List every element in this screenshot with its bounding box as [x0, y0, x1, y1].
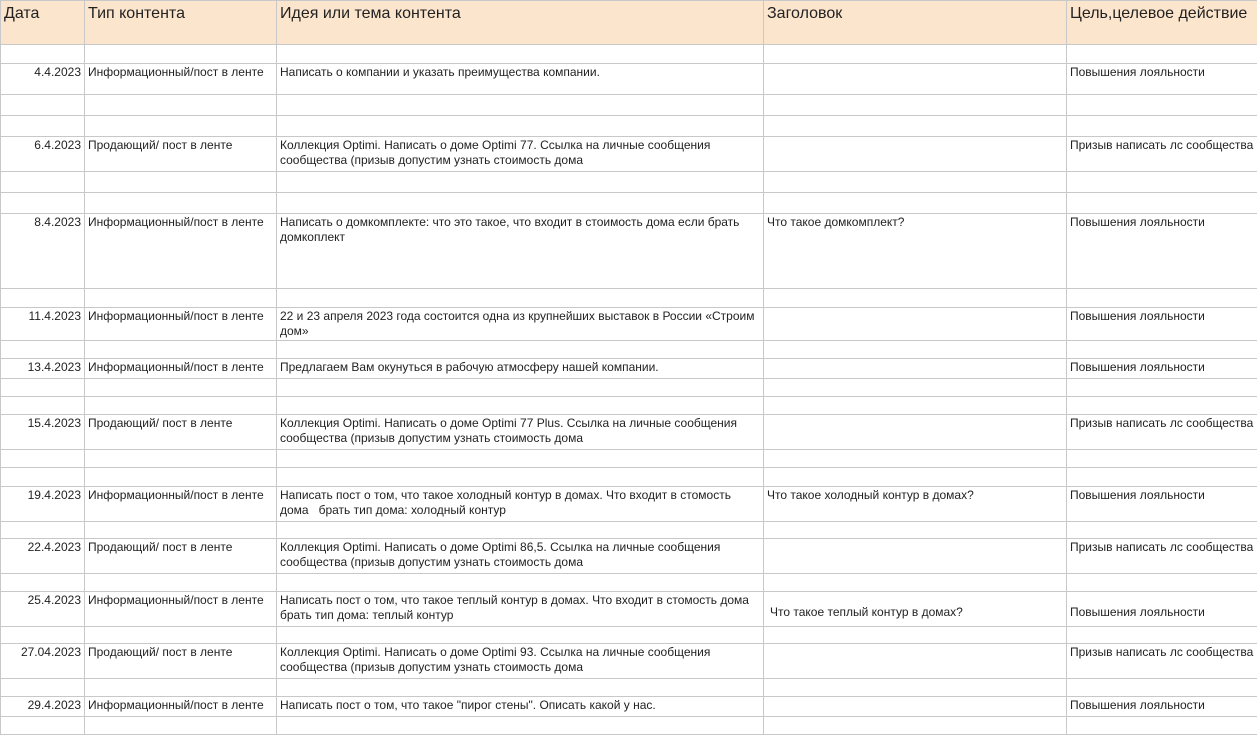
cell[interactable]: [85, 468, 277, 487]
idea-line: сообщества (призыв допустим узнать стоимость дома: [280, 153, 584, 167]
cell[interactable]: [277, 45, 764, 64]
cell[interactable]: [85, 450, 277, 468]
idea-cell[interactable]: [277, 64, 764, 95]
cell[interactable]: [85, 379, 277, 397]
empty-row: [1, 679, 1257, 697]
idea-line: сообщества (призыв допустим узнать стоимость дома: [280, 660, 584, 674]
goal-cell[interactable]: Призыв написать лс сообщества: [1067, 644, 1257, 679]
header-type[interactable]: Тип контента: [85, 1, 277, 45]
cell[interactable]: [1067, 289, 1257, 308]
idea-cell[interactable]: [277, 308, 764, 341]
cell[interactable]: [764, 679, 1067, 697]
cell[interactable]: [1, 341, 85, 359]
type-cell[interactable]: Информационный/пост в ленте: [85, 308, 277, 341]
cell[interactable]: [764, 717, 1067, 735]
idea-cell[interactable]: [277, 592, 764, 627]
idea-cell[interactable]: [277, 697, 764, 717]
idea-line: брать тип дома: теплый контур: [280, 608, 454, 622]
title-cell[interactable]: [764, 644, 1067, 679]
idea-cell[interactable]: [277, 214, 764, 289]
cell[interactable]: [1067, 193, 1257, 214]
table-row: [1, 64, 1257, 95]
header-idea[interactable]: Идея или тема контента: [277, 1, 764, 45]
table-row: [1, 644, 1257, 679]
cell[interactable]: [1067, 717, 1257, 735]
header-row: [1, 1, 1257, 45]
title-cell[interactable]: [764, 137, 1067, 172]
cell[interactable]: [277, 379, 764, 397]
cell[interactable]: [85, 679, 277, 697]
date-cell[interactable]: 29.4.2023: [1, 697, 85, 717]
cell[interactable]: [1, 289, 85, 308]
idea-line: Написать о домкомплекте: что это такое, что входит в стоимость дома если брать: [280, 215, 740, 229]
cell[interactable]: [277, 341, 764, 359]
cell[interactable]: [85, 95, 277, 116]
table-row: [1, 487, 1257, 522]
title-cell[interactable]: [764, 308, 1067, 341]
idea-line: Написать пост о том, что такое теплый контур в домах. Что входит в стомость дома: [280, 593, 749, 607]
cell[interactable]: [1, 627, 85, 644]
idea-line: Написать пост о том, что такое "пирог стены". Описать какой у нас.: [280, 698, 656, 712]
type-cell[interactable]: Продающий/ пост в ленте: [85, 415, 277, 450]
type-cell[interactable]: Продающий/ пост в ленте: [85, 137, 277, 172]
idea-line: Коллекция Optimi. Написать о доме Optimi 77. Ссылка на личные сообщения: [280, 138, 711, 152]
table-row: [1, 308, 1257, 341]
goal-cell[interactable]: Повышения лояльности: [1067, 64, 1257, 95]
cell[interactable]: [1067, 95, 1257, 116]
empty-row: [1, 468, 1257, 487]
cell[interactable]: [85, 627, 277, 644]
date-cell[interactable]: 4.4.2023: [1, 64, 85, 95]
cell[interactable]: [85, 574, 277, 592]
date-cell[interactable]: 22.4.2023: [1, 539, 85, 574]
title-cell[interactable]: [764, 697, 1067, 717]
table-row: [1, 539, 1257, 574]
cell[interactable]: [764, 379, 1067, 397]
cell[interactable]: [764, 522, 1067, 539]
cell[interactable]: [85, 522, 277, 539]
empty-row: [1, 450, 1257, 468]
cell[interactable]: [1067, 468, 1257, 487]
empty-row: [1, 397, 1257, 415]
table-row: [1, 415, 1257, 450]
idea-cell[interactable]: [277, 644, 764, 679]
table-row: [1, 137, 1257, 172]
cell[interactable]: [85, 717, 277, 735]
cell[interactable]: [764, 397, 1067, 415]
cell[interactable]: [85, 116, 277, 137]
cell[interactable]: [277, 193, 764, 214]
type-cell[interactable]: Информационный/пост в ленте: [85, 487, 277, 522]
idea-line: Коллекция Optimi. Написать о доме Optimi 86,5. Ссылка на личные сообщения: [280, 540, 721, 554]
cell[interactable]: [764, 450, 1067, 468]
type-cell[interactable]: Продающий/ пост в ленте: [85, 644, 277, 679]
type-cell[interactable]: Информационный/пост в ленте: [85, 359, 277, 379]
title-text: Что такое теплый контур в домах?: [770, 605, 963, 619]
cell[interactable]: [277, 450, 764, 468]
idea-line: домкоплект: [280, 230, 346, 244]
cell[interactable]: [1067, 172, 1257, 193]
date-cell[interactable]: 8.4.2023: [1, 214, 85, 289]
cell[interactable]: [85, 397, 277, 415]
date-cell[interactable]: 13.4.2023: [1, 359, 85, 379]
empty-row: [1, 522, 1257, 539]
idea-line: дома брать тип дома: холодный контур: [280, 503, 506, 517]
type-cell[interactable]: Продающий/ пост в ленте: [85, 539, 277, 574]
idea-line: Коллекция Optimi. Написать о доме Optimi 93. Ссылка на личные сообщения: [280, 645, 711, 659]
cell[interactable]: [277, 172, 764, 193]
header-title[interactable]: Заголовок: [764, 1, 1067, 45]
cell[interactable]: [1, 468, 85, 487]
cell[interactable]: [764, 627, 1067, 644]
cell[interactable]: [764, 172, 1067, 193]
goal-cell[interactable]: Повышения лояльности: [1067, 487, 1257, 522]
table-row: [1, 359, 1257, 379]
cell[interactable]: [1067, 45, 1257, 64]
cell[interactable]: [1, 95, 85, 116]
cell[interactable]: [1, 379, 85, 397]
cell[interactable]: [1, 397, 85, 415]
title-cell[interactable]: Что такое холодный контур в домах?: [764, 487, 1067, 522]
cell[interactable]: [764, 574, 1067, 592]
cell[interactable]: [85, 172, 277, 193]
cell[interactable]: [85, 341, 277, 359]
date-cell[interactable]: 19.4.2023: [1, 487, 85, 522]
date-cell[interactable]: 11.4.2023: [1, 308, 85, 341]
empty-row: [1, 95, 1257, 116]
idea-line: Коллекция Optimi. Написать о доме Optimi 77 Plus. Ссылка на личные сообщения: [280, 416, 738, 430]
date-cell[interactable]: 25.4.2023: [1, 592, 85, 627]
type-cell[interactable]: Информационный/пост в ленте: [85, 214, 277, 289]
idea-cell[interactable]: [277, 137, 764, 172]
cell[interactable]: [764, 95, 1067, 116]
goal-cell[interactable]: Повышения лояльности: [1067, 308, 1257, 341]
date-cell[interactable]: 15.4.2023: [1, 415, 85, 450]
cell[interactable]: [277, 627, 764, 644]
goal-cell[interactable]: Призыв написать лс сообщества: [1067, 415, 1257, 450]
idea-line: 22 и 23 апреля 2023 года состоится одна из крупнейших выставок в России «Строим: [280, 309, 755, 323]
empty-row: [1, 379, 1257, 397]
title-cell[interactable]: [764, 539, 1067, 574]
goal-cell[interactable]: Повышения лояльности: [1067, 359, 1257, 379]
idea-cell[interactable]: [277, 487, 764, 522]
cell[interactable]: [1, 717, 85, 735]
cell[interactable]: [764, 341, 1067, 359]
goal-cell[interactable]: Повышения лояльности: [1067, 214, 1257, 289]
idea-line: Предлагаем Вам окунуться в рабочую атмосферу нашей компании.: [280, 360, 659, 374]
type-cell[interactable]: Информационный/пост в ленте: [85, 592, 277, 627]
date-cell[interactable]: 6.4.2023: [1, 137, 85, 172]
cell[interactable]: [1, 450, 85, 468]
goal-cell[interactable]: Повышения лояльности: [1067, 697, 1257, 717]
goal-cell[interactable]: Повышения лояльности: [1067, 592, 1257, 627]
table-row: [1, 592, 1257, 627]
empty-row: [1, 172, 1257, 193]
idea-line: сообщества (призыв допустим узнать стоимость дома: [280, 555, 584, 569]
cell[interactable]: [1, 679, 85, 697]
title-cell[interactable]: [764, 415, 1067, 450]
cell[interactable]: [1, 116, 85, 137]
goal-cell[interactable]: Призыв написать лс сообщества: [1067, 539, 1257, 574]
cell[interactable]: [1067, 574, 1257, 592]
table-row: [1, 214, 1257, 289]
cell[interactable]: [277, 468, 764, 487]
cell[interactable]: [85, 289, 277, 308]
cell[interactable]: [277, 397, 764, 415]
cell[interactable]: [1, 574, 85, 592]
empty-row: [1, 45, 1257, 64]
cell[interactable]: [1067, 522, 1257, 539]
cell[interactable]: [764, 193, 1067, 214]
title-cell[interactable]: [764, 64, 1067, 95]
cell[interactable]: [764, 116, 1067, 137]
cell[interactable]: [277, 95, 764, 116]
cell[interactable]: [1067, 341, 1257, 359]
cell[interactable]: [277, 679, 764, 697]
idea-line: сообщества (призыв допустим узнать стоимость дома: [280, 431, 584, 445]
cell[interactable]: [85, 45, 277, 64]
empty-row: [1, 116, 1257, 137]
empty-row: [1, 717, 1257, 735]
cell[interactable]: [1, 45, 85, 64]
type-cell[interactable]: Информационный/пост в ленте: [85, 64, 277, 95]
idea-line: Написать пост о том, что такое холодный контур в домах. Что входит в стомость: [280, 488, 731, 502]
cell[interactable]: [1, 522, 85, 539]
cell[interactable]: [277, 289, 764, 308]
empty-row: [1, 627, 1257, 644]
goal-cell[interactable]: Призыв написать лс сообщества: [1067, 137, 1257, 172]
title-cell[interactable]: [764, 592, 1067, 627]
cell[interactable]: [1, 172, 85, 193]
empty-row: [1, 341, 1257, 359]
type-cell[interactable]: Информационный/пост в ленте: [85, 697, 277, 717]
cell[interactable]: [1067, 397, 1257, 415]
cell[interactable]: [277, 717, 764, 735]
idea-line: Написать о компании и указать преимущества компании.: [280, 65, 600, 79]
cell[interactable]: [764, 468, 1067, 487]
table-row: [1, 697, 1257, 717]
idea-cell[interactable]: [277, 415, 764, 450]
idea-line: дом»: [280, 324, 309, 338]
cell[interactable]: [277, 116, 764, 137]
idea-cell[interactable]: [277, 359, 764, 379]
empty-row: [1, 193, 1257, 214]
header-date[interactable]: Дата: [1, 1, 85, 45]
cell[interactable]: [764, 45, 1067, 64]
empty-row: [1, 574, 1257, 592]
cell[interactable]: [1, 193, 85, 214]
empty-row: [1, 289, 1257, 308]
title-cell[interactable]: Что такое домкомплект?: [764, 214, 1067, 289]
cell[interactable]: [85, 193, 277, 214]
cell[interactable]: [1067, 679, 1257, 697]
cell[interactable]: [1067, 627, 1257, 644]
cell[interactable]: [764, 289, 1067, 308]
title-cell[interactable]: [764, 359, 1067, 379]
idea-cell[interactable]: [277, 539, 764, 574]
cell[interactable]: [277, 522, 764, 539]
cell[interactable]: [1067, 116, 1257, 137]
header-goal[interactable]: Цель,целевое действие: [1067, 1, 1257, 45]
date-cell[interactable]: 27.04.2023: [1, 644, 85, 679]
cell[interactable]: [1067, 379, 1257, 397]
cell[interactable]: [1067, 450, 1257, 468]
cell[interactable]: [277, 574, 764, 592]
